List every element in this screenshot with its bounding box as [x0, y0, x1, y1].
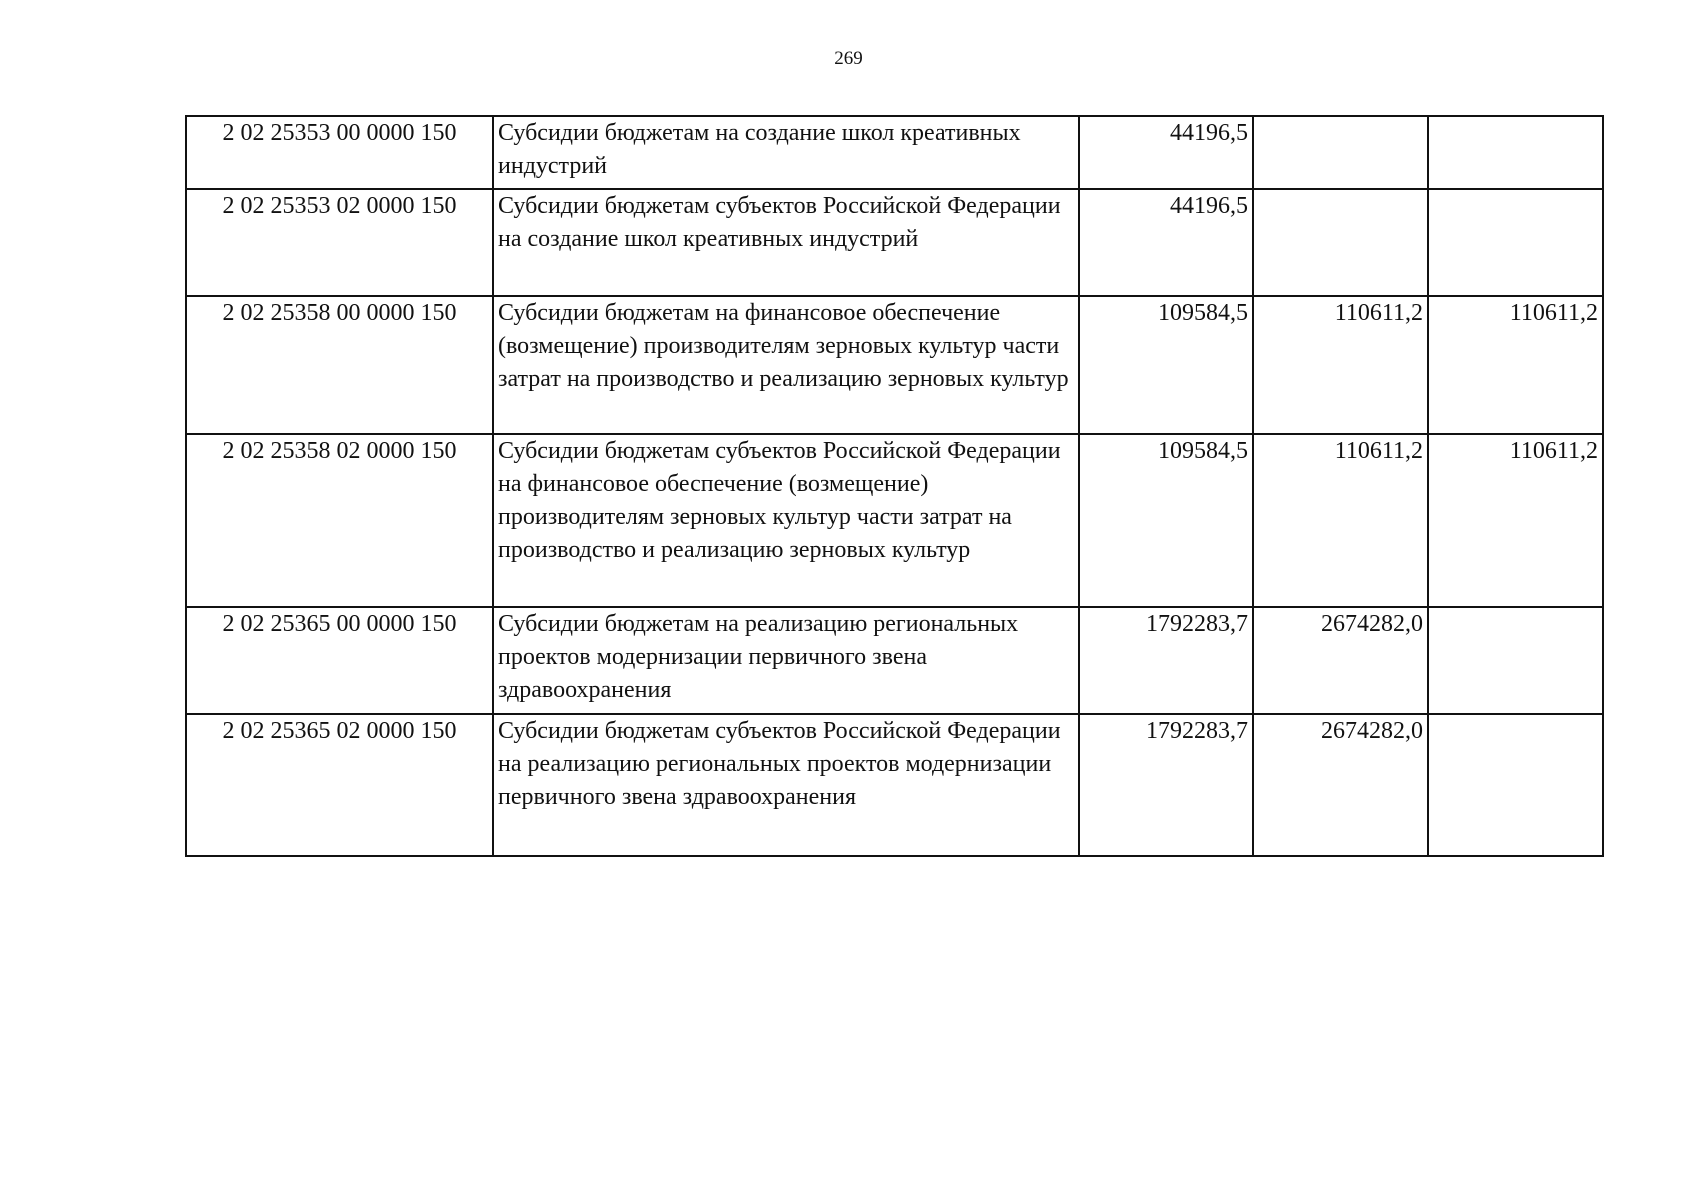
table-row: [186, 714, 1603, 856]
description-cell: Субсидии бюджетам субъектов Российской Федерации на реализацию региональных проектов модернизации первичного звена здравоохранения: [493, 714, 1079, 856]
amount-cell-1: 1792283,7: [1079, 714, 1253, 856]
description-cell: Субсидии бюджетам субъектов Российской Федерации на финансовое обеспечение (возмещение) производителям зерновых культур части затрат на производство и реализацию зерновых культур: [493, 434, 1079, 607]
amount-cell-3: [1428, 714, 1603, 856]
amount-cell-1: 109584,5: [1079, 434, 1253, 607]
amount-cell-2: 110611,2: [1253, 296, 1428, 434]
amount-cell-1: 109584,5: [1079, 296, 1253, 434]
amount-cell-2: [1253, 116, 1428, 189]
budget-code-cell: 2 02 25358 02 0000 150: [186, 434, 493, 607]
amount-cell-1: 1792283,7: [1079, 607, 1253, 714]
page-number: 269: [834, 48, 863, 69]
amount-cell-2: 2674282,0: [1253, 607, 1428, 714]
budget-code-cell: 2 02 25365 00 0000 150: [186, 607, 493, 714]
amount-cell-2: 2674282,0: [1253, 714, 1428, 856]
amount-cell-2: [1253, 189, 1428, 296]
table-row: [186, 607, 1603, 714]
amount-cell-2: 110611,2: [1253, 434, 1428, 607]
description-cell: Субсидии бюджетам субъектов Российской Федерации на создание школ креативных индустрий: [493, 189, 1079, 296]
amount-cell-1: 44196,5: [1079, 116, 1253, 189]
table-row: [186, 296, 1603, 434]
description-cell: Субсидии бюджетам на финансовое обеспечение (возмещение) производителям зерновых культур части затрат на производство и реализацию зерновых культур: [493, 296, 1079, 434]
amount-cell-3: [1428, 116, 1603, 189]
table-row: [186, 434, 1603, 607]
description-cell: Субсидии бюджетам на реализацию региональных проектов модернизации первичного звена здравоохранения: [493, 607, 1079, 714]
amount-cell-3: [1428, 189, 1603, 296]
budget-code-cell: 2 02 25358 00 0000 150: [186, 296, 493, 434]
amount-cell-3: 110611,2: [1428, 434, 1603, 607]
amount-cell-3: [1428, 607, 1603, 714]
table-row: [186, 116, 1603, 189]
amount-cell-1: 44196,5: [1079, 189, 1253, 296]
description-cell: Субсидии бюджетам на создание школ креативных индустрий: [493, 116, 1079, 189]
amount-cell-3: 110611,2: [1428, 296, 1603, 434]
budget-code-cell: 2 02 25353 00 0000 150: [186, 116, 493, 189]
budget-code-cell: 2 02 25365 02 0000 150: [186, 714, 493, 856]
budget-code-cell: 2 02 25353 02 0000 150: [186, 189, 493, 296]
table-row: [186, 189, 1603, 296]
budget-revenue-table: [185, 115, 1604, 857]
